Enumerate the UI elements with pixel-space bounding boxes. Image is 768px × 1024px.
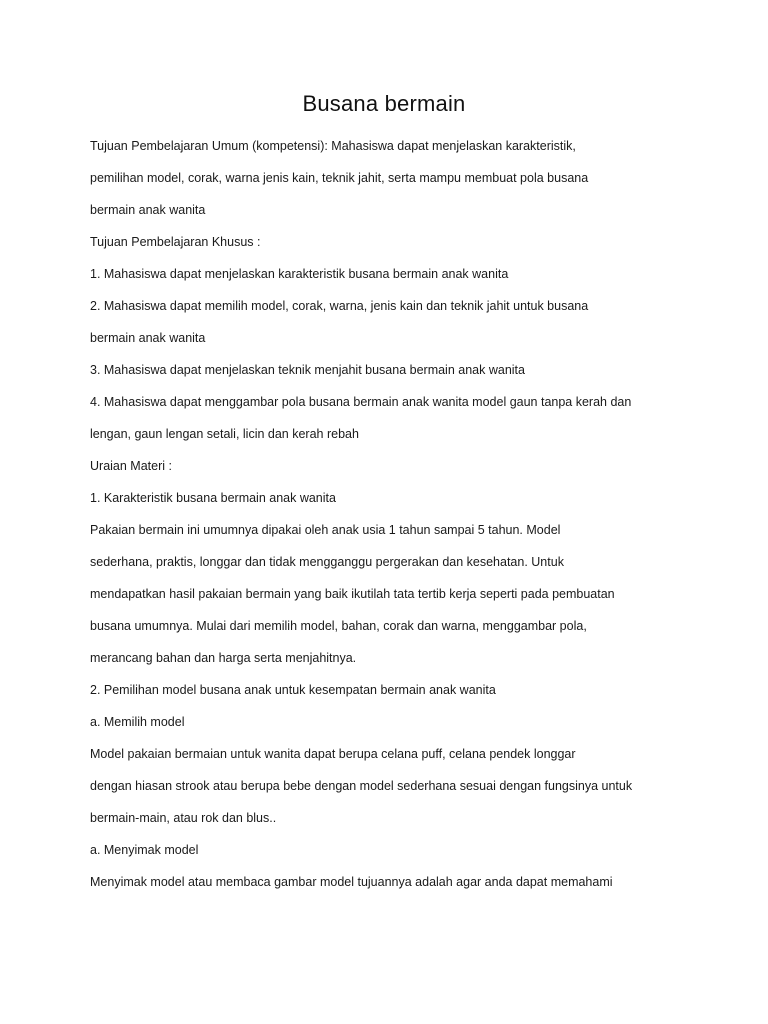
subsection-heading: 2. Pemilihan model busana anak untuk kesempatan bermain anak wanita [90, 683, 496, 697]
document-title: Busana bermain [302, 91, 466, 116]
text-line: Pakaian bermain ini umumnya dipakai oleh anak usia 1 tahun sampai 5 tahun. Model [90, 523, 561, 537]
subsection-heading: a. Memilih model [90, 715, 185, 729]
list-item: 3. Mahasiswa dapat menjelaskan teknik menjahit busana bermain anak wanita [90, 363, 525, 377]
text-line: bermain anak wanita [90, 203, 206, 217]
text-line: Tujuan Pembelajaran Umum (kompetensi): Mahasiswa dapat menjelaskan karakteristik, [90, 139, 576, 153]
text-line: lengan, gaun lengan setali, licin dan kerah rebah [90, 427, 359, 441]
text-line: bermain anak wanita [90, 331, 206, 345]
section-heading: Tujuan Pembelajaran Khusus : [90, 235, 261, 249]
text-line: pemilihan model, corak, warna jenis kain, teknik jahit, serta mampu membuat pola busana [90, 171, 589, 185]
text-line: busana umumnya. Mulai dari memilih model, bahan, corak dan warna, menggambar pola, [90, 619, 587, 633]
subsection-heading: a. Menyimak model [90, 843, 199, 857]
document-body [90, 134, 690, 902]
text-line: Menyimak model atau membaca gambar model tujuannya adalah agar anda dapat memahami [90, 875, 613, 889]
text-line: dengan hiasan strook atau berupa bebe dengan model sederhana sesuai dengan fungsinya untuk [90, 779, 633, 793]
text-line: mendapatkan hasil pakaian bermain yang baik ikutilah tata tertib kerja seperti pada pembuatan [90, 587, 615, 601]
subsection-heading: 1. Karakteristik busana bermain anak wanita [90, 491, 336, 505]
text-line: sederhana, praktis, longgar dan tidak mengganggu pergerakan dan kesehatan. Untuk [90, 555, 564, 569]
text-line: bermain-main, atau rok dan blus.. [90, 811, 277, 825]
list-item: 1. Mahasiswa dapat menjelaskan karakteristik busana bermain anak wanita [90, 267, 509, 281]
list-item: 2. Mahasiswa dapat memilih model, corak, warna, jenis kain dan teknik jahit untuk busana [90, 299, 589, 313]
text-line: merancang bahan dan harga serta menjahitnya. [90, 651, 357, 665]
list-item: 4. Mahasiswa dapat menggambar pola busana bermain anak wanita model gaun tanpa kerah dan [90, 395, 632, 409]
section-heading: Uraian Materi : [90, 459, 172, 473]
text-line: Model pakaian bermaian untuk wanita dapat berupa celana puff, celana pendek longgar [90, 747, 576, 761]
